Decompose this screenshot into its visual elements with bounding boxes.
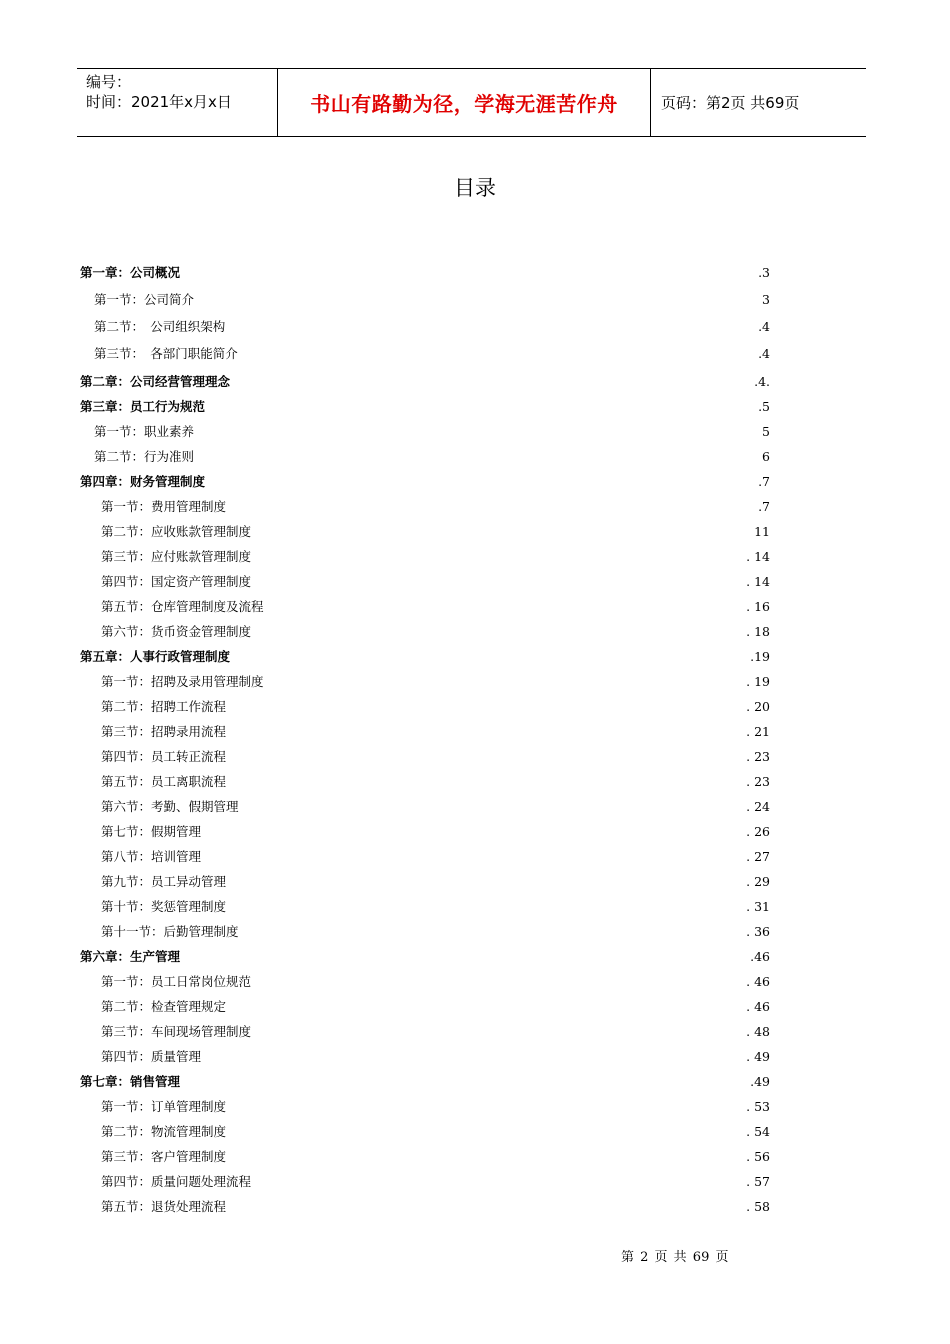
toc-dot-leader <box>227 721 745 741</box>
toc-dot-leader <box>252 621 745 641</box>
toc-page-number: . 54 <box>746 1123 770 1139</box>
toc-page-number: .49 <box>750 1073 770 1089</box>
toc-entry-title: 第七节：假期管理 <box>101 824 202 839</box>
toc-dot-leader <box>181 1071 749 1091</box>
header-motto: 书山有路勤为径，学海无涯苦作舟 <box>278 69 651 136</box>
toc-dot-leader <box>227 696 745 716</box>
toc-entry-title: 第二节：检查管理规定 <box>101 999 227 1014</box>
toc-entry-title: 第二节：招聘工作流程 <box>101 699 227 714</box>
toc-page-number: . 29 <box>746 873 770 889</box>
toc-section-entry[interactable] <box>101 771 770 791</box>
toc-entry-title: 第四章：财务管理制度 <box>80 474 206 489</box>
toc-page-number: . 24 <box>746 798 770 814</box>
toc-chapter-entry[interactable] <box>80 946 770 966</box>
toc-entry-title: 第五章：人事行政管理制度 <box>80 649 231 664</box>
toc-dot-leader <box>195 446 761 466</box>
toc-dot-leader <box>181 262 757 282</box>
toc-dot-leader <box>227 996 745 1016</box>
toc-entry-title: 第五节：仓库管理制度及流程 <box>101 599 264 614</box>
toc-entry-title: 第一章：公司概况 <box>80 265 181 280</box>
toc-dot-leader <box>227 1196 745 1216</box>
toc-dot-leader <box>227 896 745 916</box>
toc-page-number: .46 <box>750 948 770 964</box>
toc-dot-leader <box>206 396 757 416</box>
toc-chapter-entry[interactable] <box>80 1071 770 1091</box>
toc-dot-leader <box>206 471 757 491</box>
toc-page-number: . 19 <box>746 673 770 689</box>
toc-section-entry[interactable] <box>101 871 770 891</box>
toc-section-entry[interactable] <box>101 846 770 866</box>
page-title: 目录 <box>454 176 496 200</box>
toc-dot-leader <box>195 421 761 441</box>
toc-dot-leader <box>252 971 745 991</box>
toc-page-number: . 48 <box>746 1023 770 1039</box>
toc-page-number: .4 <box>758 318 770 334</box>
toc-section-entry[interactable] <box>101 1046 770 1066</box>
toc-dot-leader <box>240 796 746 816</box>
toc-dot-leader <box>252 521 753 541</box>
toc-entry-title: 第五节：员工离职流程 <box>101 774 227 789</box>
toc-section-entry[interactable] <box>101 1146 770 1166</box>
toc-dot-leader <box>252 1021 745 1041</box>
toc-page-number: . 46 <box>746 998 770 1014</box>
toc-entry-title: 第一节：公司简介 <box>94 292 195 307</box>
toc-section-entry[interactable] <box>94 343 770 363</box>
toc-dot-leader <box>231 646 749 666</box>
toc-page-number: . 49 <box>746 1048 770 1064</box>
toc-section-entry[interactable] <box>94 446 770 466</box>
toc-entry-title: 第四节：国定资产管理制度 <box>101 574 252 589</box>
toc-dot-leader <box>252 1171 745 1191</box>
toc-dot-leader <box>226 316 757 336</box>
toc-entry-title: 第三节：车间现场管理制度 <box>101 1024 252 1039</box>
toc-section-entry[interactable] <box>101 571 770 591</box>
toc-section-entry[interactable] <box>101 721 770 741</box>
toc-entry-title: 第一节：职业素养 <box>94 424 195 439</box>
toc-entry-title: 第八节：培训管理 <box>101 849 202 864</box>
toc-entry-title: 第六节：货币资金管理制度 <box>101 624 252 639</box>
toc-page-number: 5 <box>762 423 770 439</box>
toc-entry-title: 第四节：质量问题处理流程 <box>101 1174 252 1189</box>
toc-page-number: . 58 <box>746 1198 770 1214</box>
toc-entry-title: 第九节：员工异动管理 <box>101 874 227 889</box>
toc-section-entry[interactable] <box>101 521 770 541</box>
toc-page-number: . 16 <box>746 598 770 614</box>
toc-entry-title: 第三节： 各部门职能简介 <box>94 346 238 361</box>
toc-section-entry[interactable] <box>101 496 770 516</box>
document-number-label: 编号： <box>86 73 132 91</box>
toc-dot-leader <box>202 821 745 841</box>
toc-section-entry[interactable] <box>101 921 770 941</box>
toc-section-entry[interactable] <box>94 316 770 336</box>
toc-page-number: . 57 <box>746 1173 770 1189</box>
toc-section-entry[interactable] <box>94 421 770 441</box>
toc-dot-leader <box>252 571 745 591</box>
toc-dot-leader <box>227 1146 745 1166</box>
toc-page-number: .7 <box>758 498 770 514</box>
toc-dot-leader <box>265 671 746 691</box>
toc-section-entry[interactable] <box>101 596 770 616</box>
toc-page-number: 3 <box>762 291 770 307</box>
toc-dot-leader <box>195 289 761 309</box>
toc-entry-title: 第一节：费用管理制度 <box>101 499 227 514</box>
toc-page-number: . 53 <box>746 1098 770 1114</box>
toc-entry-title: 第一节：招聘及录用管理制度 <box>101 674 264 689</box>
toc-dot-leader <box>202 1046 745 1066</box>
toc-entry-title: 第二章：公司经营管理理念 <box>80 374 231 389</box>
toc-chapter-entry[interactable] <box>80 471 770 491</box>
toc-entry-title: 第十节：奖惩管理制度 <box>101 899 227 914</box>
toc-dot-leader <box>181 946 749 966</box>
toc-page-number: . 14 <box>746 548 770 564</box>
toc-page-number: . 26 <box>746 823 770 839</box>
toc-section-entry[interactable] <box>101 1121 770 1141</box>
toc-section-entry[interactable] <box>101 696 770 716</box>
toc-dot-leader <box>227 871 745 891</box>
toc-dot-leader <box>227 746 745 766</box>
toc-page-number: . 23 <box>746 748 770 764</box>
toc-entry-title: 第三章：员工行为规范 <box>80 399 206 414</box>
toc-entry-title: 第三节：招聘录用流程 <box>101 724 227 739</box>
toc-section-entry[interactable] <box>101 971 770 991</box>
toc-entry-title: 第二节： 公司组织架构 <box>94 319 226 334</box>
toc-section-entry[interactable] <box>101 1171 770 1191</box>
toc-page-number: .4 <box>758 345 770 361</box>
toc-page-number: . 31 <box>746 898 770 914</box>
toc-section-entry[interactable] <box>101 821 770 841</box>
toc-entry-title: 第三节：客户管理制度 <box>101 1149 227 1164</box>
toc-dot-leader <box>227 1121 745 1141</box>
toc-section-entry[interactable] <box>101 896 770 916</box>
toc-page-number: .19 <box>750 648 770 664</box>
toc-entry-title: 第四节：员工转正流程 <box>101 749 227 764</box>
toc-section-entry[interactable] <box>101 621 770 641</box>
toc-entry-title: 第一节：员工日常岗位规范 <box>101 974 252 989</box>
toc-section-entry[interactable] <box>101 796 770 816</box>
toc-dot-leader <box>227 1096 745 1116</box>
toc-chapter-entry[interactable] <box>80 646 770 666</box>
toc-page-number: . 21 <box>746 723 770 739</box>
toc-page-number: 6 <box>762 448 770 464</box>
toc-page-number: . 20 <box>746 698 770 714</box>
toc-entry-title: 第一节：订单管理制度 <box>101 1099 227 1114</box>
toc-entry-title: 第五节：退货处理流程 <box>101 1199 227 1214</box>
page-footer: 第 2 页 共 69 页 <box>621 1250 729 1265</box>
toc-chapter-entry[interactable] <box>80 396 770 416</box>
toc-section-entry[interactable] <box>101 1096 770 1116</box>
toc-section-entry[interactable] <box>101 1196 770 1216</box>
toc-page-number: . 56 <box>746 1148 770 1164</box>
toc-section-entry[interactable] <box>101 546 770 566</box>
toc-entry-title: 第三节：应付账款管理制度 <box>101 549 252 564</box>
toc-dot-leader <box>231 371 753 391</box>
toc-entry-title: 第四节：质量管理 <box>101 1049 202 1064</box>
toc-section-entry[interactable] <box>101 996 770 1016</box>
toc-section-entry[interactable] <box>101 746 770 766</box>
toc-section-entry[interactable] <box>101 1021 770 1041</box>
toc-dot-leader <box>252 546 745 566</box>
toc-dot-leader <box>227 771 745 791</box>
toc-entry-title: 第七章：销售管理 <box>80 1074 181 1089</box>
header-page-info: 页码：第2页 共69页 <box>661 94 800 112</box>
toc-entry-title: 第二节：应收账款管理制度 <box>101 524 252 539</box>
toc-entry-title: 第十一节：后勤管理制度 <box>101 924 239 939</box>
toc-entry-title: 第二节：行为准则 <box>94 449 195 464</box>
toc-dot-leader <box>227 496 757 516</box>
toc-chapter-entry[interactable] <box>80 371 770 391</box>
toc-dot-leader <box>202 846 745 866</box>
toc-dot-leader <box>265 596 746 616</box>
toc-page-number: . 18 <box>746 623 770 639</box>
toc-entry-title: 第六节：考勤、假期管理 <box>101 799 239 814</box>
toc-chapter-entry[interactable] <box>80 262 770 282</box>
toc-page-number: 11 <box>754 523 770 539</box>
toc-page-number: .7 <box>758 473 770 489</box>
toc-dot-leader <box>240 921 746 941</box>
toc-entry-title: 第六章：生产管理 <box>80 949 181 964</box>
toc-page-number: .3 <box>758 264 770 280</box>
toc-section-entry[interactable] <box>101 671 770 691</box>
toc-entry-title: 第二节：物流管理制度 <box>101 1124 227 1139</box>
toc-page-number: . 23 <box>746 773 770 789</box>
toc-dot-leader <box>239 343 757 363</box>
toc-page-number: . 46 <box>746 973 770 989</box>
toc-section-entry[interactable] <box>94 289 770 309</box>
toc-page-number: . 14 <box>746 573 770 589</box>
toc-page-number: . 36 <box>746 923 770 939</box>
toc-page-number: .4. <box>754 373 770 389</box>
toc-page-number: .5 <box>758 398 770 414</box>
document-date-label: 时间：2021年x月x日 <box>86 93 232 111</box>
toc-page-number: . 27 <box>746 848 770 864</box>
